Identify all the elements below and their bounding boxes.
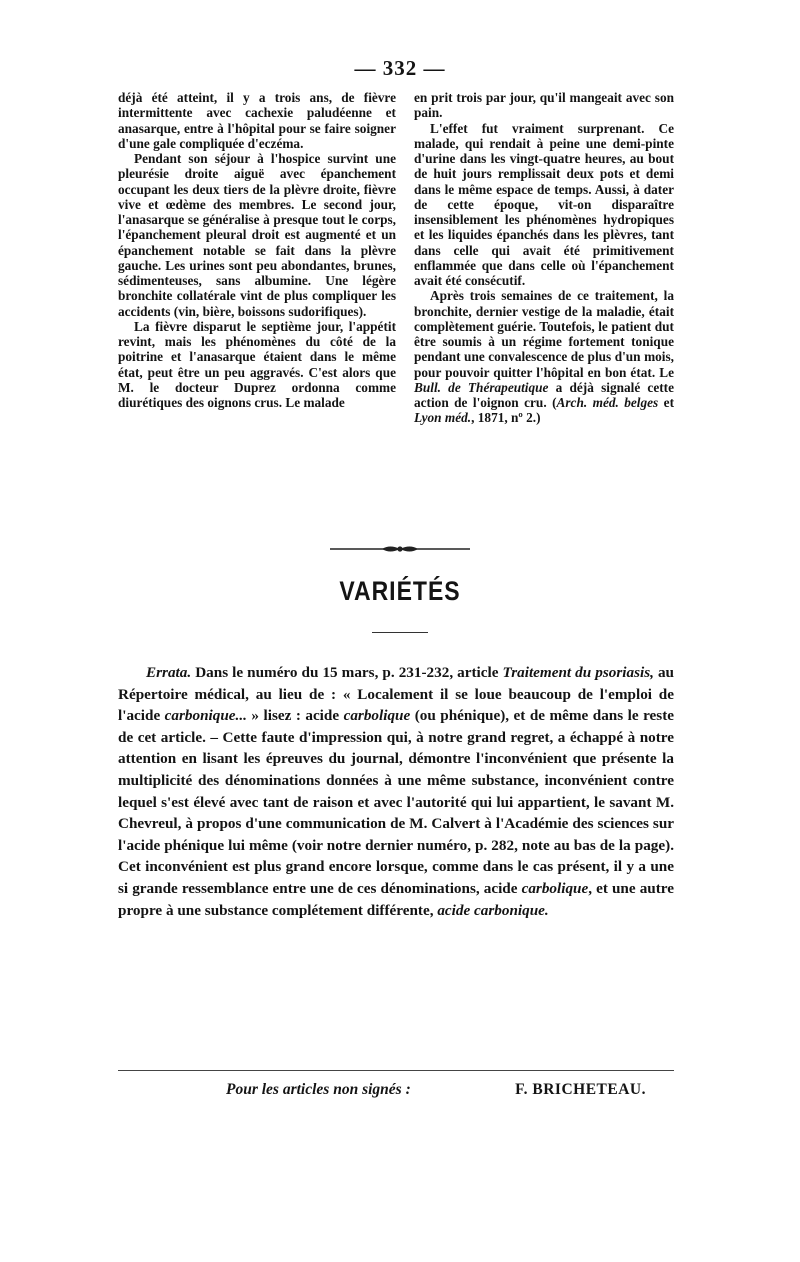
right-p3-text-b: a déjà signalé cette action de l'oignon cru. ( <box>414 379 674 410</box>
signature-author: F. BRICHETEAU. <box>515 1081 646 1098</box>
errata-text-3: » lisez : acide <box>246 707 344 725</box>
errata-note <box>118 662 674 921</box>
section-title: VARIÉTÉS <box>339 575 461 606</box>
errata-term-3: carbolique <box>521 879 589 897</box>
right-p3-text-a: Après trois semaines de ce traitement, la bronchite, dernier vestige de la maladie, était complètement guérie. Toutefois, le patient dut être soumis à un régime fortement tonique pendant une convalescence de plus d'un mois, pour pouvoir quitter l'hôpital en bon état. Le <box>414 288 674 380</box>
right-p3-text-d: , 1871, nº 2.) <box>471 410 541 426</box>
left-paragraph-3: La fièvre disparut le septième jour, l'appétit revint, mais les phénomènes du côté de la poitrine et l'anasarque étaient dans le même état, peut être un peu aggravés. C'est alors que M. le docteur Duprez ordonna comme diurétiques des oignons crus. Le malade <box>118 318 396 410</box>
journal-title-lyon: Lyon méd. <box>414 410 472 426</box>
errata-article-title: Traitement du psoriasis, <box>502 664 654 681</box>
right-p3-text-c: et <box>658 395 674 410</box>
errata-text-2: au Répertoire médical, au lieu de : « Localement il se loue beaucoup de l'emploi de l'acide <box>118 664 674 725</box>
errata-wrong-term: carbonique... <box>164 707 247 725</box>
left-paragraph-2: Pendant son séjour à l'hospice survint une pleurésie droite aiguë avec épanchement occupant les deux tiers de la plèvre droite, fièvre vive et œdème des membres. Le second jour, l'anasarque se généralise à presque tout le corps, l'épanchement pleural droit est augmenté et un épanchement notable se fait dans la plèvre gauche. Les urines sont peu abondantes, brunes, sédimenteuses, sans albumine. Une légère bronchite collatérale vint de plus compliquer les accidents (vin, bière, boissons sudorifiques). <box>118 151 396 319</box>
page-number: — 332 — <box>354 56 446 80</box>
errata-term-4: acide carbonique. <box>437 901 549 919</box>
errata-text-5: , et une autre propre à une substance complétement différente, <box>118 879 674 919</box>
left-column <box>118 90 396 410</box>
journal-title-archives: Arch. méd. belges <box>556 395 659 410</box>
errata-text-1: Dans le numéro du 15 mars, p. 231-232, article <box>191 664 503 681</box>
signature-rule <box>118 1070 674 1071</box>
right-paragraph-1: en prit trois par jour, qu'il mangeait avec son pain. <box>414 90 674 121</box>
journal-title-bulletin: Bull. de Thérapeutique <box>414 379 549 395</box>
right-paragraph-2: L'effet fut vraiment surprenant. Ce malade, qui rendait à peine une demi-pinte d'urine dans les vingt-quatre heures, au bout de huit jours remplissait deux pots et demi dans le même espace de temps. Aussi, à dater de cette époque, vit-on disparaître insensiblement les phénomènes hydropiques et les liquides épanchés dans les plèvres, tant dans celle qui avait été primitivement enflammée que dans celle où l'épanchement avait été consécutif. <box>414 120 674 288</box>
left-paragraph-1: déjà été atteint, il y a trois ans, de fièvre intermittente avec cachexie paludéenne et anasarque, entre à l'hôpital pour se faire soigner d'une gale compliquée d'eczéma. <box>118 90 396 151</box>
errata-text-4: (ou phénique), et de même dans le reste de cet article. – Cette faute d'impression qui, à notre grand regret, a échappé à notre attention en lisant les épreuves du journal, démontre l'inconvénient que présente la multiplicité des dénominations données à une même substance, inconvénient contre lequel s'est élevé avec tant de raison et avec l'autorité qui lui appartient, le savant M. Chevreul, à propos d'une communication de M. Calvert à l'Académie des sciences sur l'acide phénique lui même (voir notre dernier numéro, p. 282, note au bas de la page). Cet inconvénient est plus grand encore lorsque, comme dans le cas présent, il y a une si grande ressemblance entre une de ces dénominations, acide <box>118 707 674 897</box>
ornamental-divider <box>330 542 470 556</box>
signature-label: Pour les articles non signés : <box>226 1081 411 1098</box>
title-underline <box>372 632 428 633</box>
errata-right-term: carbolique <box>343 707 411 725</box>
errata-label: Errata. <box>146 664 192 681</box>
right-column <box>414 90 674 426</box>
right-paragraph-3 <box>414 288 674 425</box>
